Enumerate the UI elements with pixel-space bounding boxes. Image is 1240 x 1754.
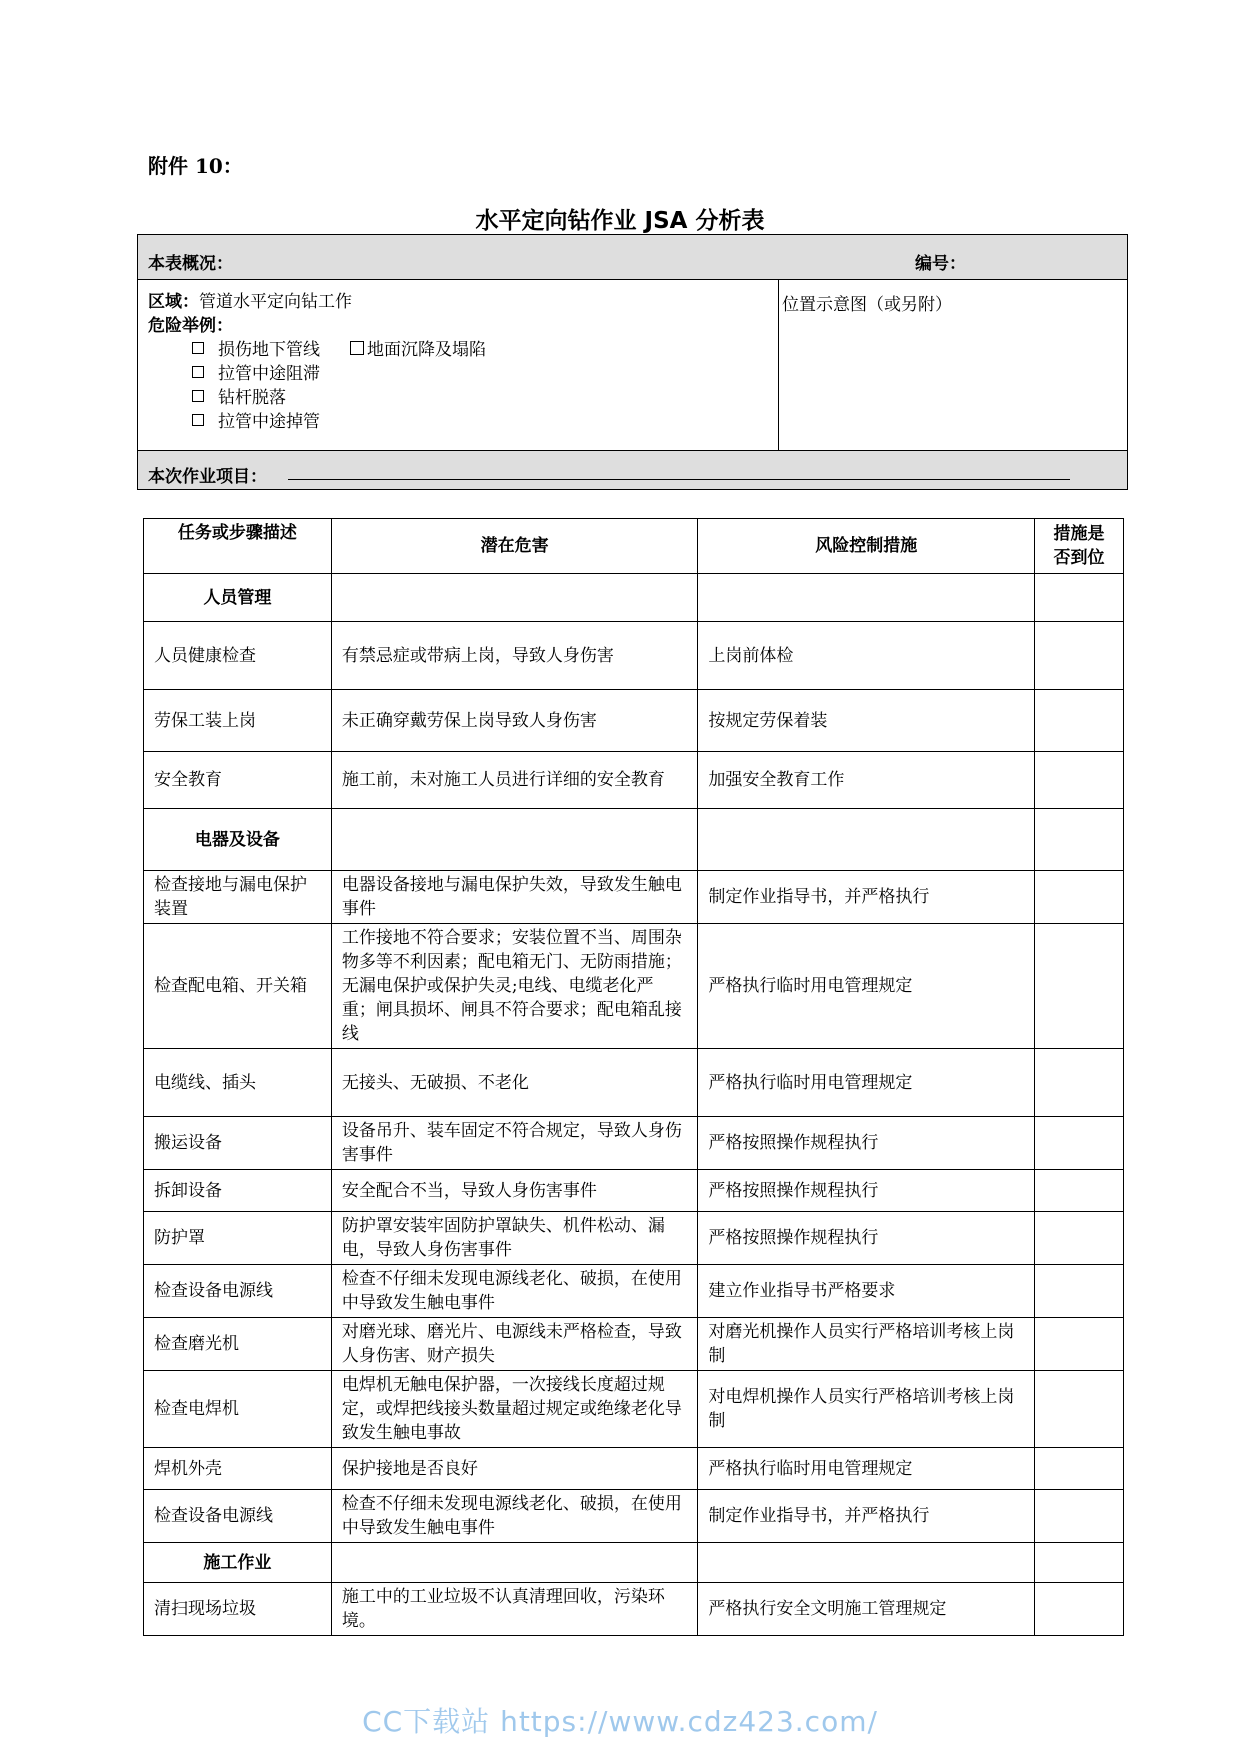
task-cell: 检查磨光机 xyxy=(144,1318,332,1371)
section-row xyxy=(144,809,1124,871)
in-place-cell[interactable] xyxy=(1035,1371,1124,1448)
hazard-cell: 检查不仔细未发现电源线老化、破损，在使用中导致发生触电事件 xyxy=(331,1265,698,1318)
in-place-cell[interactable] xyxy=(1035,622,1124,690)
checkbox-icon xyxy=(192,414,204,426)
header-in-place: 措施是否到位 xyxy=(1035,519,1124,574)
hazard-cell: 防护罩安装牢固防护罩缺失、机件松动、漏电，导致人身伤害事件 xyxy=(331,1212,698,1265)
task-cell: 检查接地与漏电保护装置 xyxy=(144,871,332,924)
attachment-label: 附件 10： xyxy=(148,154,243,178)
task-cell: 检查设备电源线 xyxy=(144,1265,332,1318)
control-cell: 对磨光机操作人员实行严格培训考核上岗制 xyxy=(698,1318,1035,1371)
control-cell xyxy=(698,1543,1035,1583)
control-cell: 上岗前体检 xyxy=(698,622,1035,690)
hazard-cell: 施工前，未对施工人员进行详细的安全教育 xyxy=(331,752,698,809)
in-place-cell[interactable] xyxy=(1035,1117,1124,1170)
hazard-item: 钻杆脱落 xyxy=(148,386,486,410)
in-place-cell[interactable] xyxy=(1035,574,1124,622)
table-row xyxy=(144,1490,1124,1543)
in-place-cell[interactable] xyxy=(1035,1170,1124,1212)
overview-body xyxy=(138,280,1127,450)
in-place-cell[interactable] xyxy=(1035,1318,1124,1371)
task-cell: 电缆线、插头 xyxy=(144,1049,332,1117)
location-note: 位置示意图（或另附） xyxy=(782,295,952,315)
table-row xyxy=(144,622,1124,690)
control-cell xyxy=(698,809,1035,871)
table-row xyxy=(144,1318,1124,1371)
in-place-cell[interactable] xyxy=(1035,1448,1124,1490)
hazard-cell: 电器设备接地与漏电保护失效，导致发生触电事件 xyxy=(331,871,698,924)
checkbox-icon xyxy=(192,366,204,378)
hazard-cell: 施工中的工业垃圾不认真清理回收，污染环境。 xyxy=(331,1583,698,1636)
hazard-cell xyxy=(331,1543,698,1583)
hazard-cell: 未正确穿戴劳保上岗导致人身伤害 xyxy=(331,690,698,752)
section-row xyxy=(144,1543,1124,1583)
table-row xyxy=(144,1371,1124,1448)
control-cell: 制定作业指导书，并严格执行 xyxy=(698,871,1035,924)
control-cell: 严格按照操作规程执行 xyxy=(698,1170,1035,1212)
table-header-row xyxy=(144,519,1124,574)
table-row xyxy=(144,924,1124,1049)
table-row xyxy=(144,1212,1124,1265)
overview-divider xyxy=(778,280,779,450)
table-row xyxy=(144,1170,1124,1212)
in-place-cell[interactable] xyxy=(1035,690,1124,752)
task-cell: 劳保工装上岗 xyxy=(144,690,332,752)
jsa-table xyxy=(143,518,1124,1636)
in-place-cell[interactable] xyxy=(1035,1490,1124,1543)
job-item-row xyxy=(138,450,1127,489)
table-row xyxy=(144,1117,1124,1170)
hazard-cell xyxy=(331,574,698,622)
area-label: 区域： xyxy=(148,292,199,312)
control-cell xyxy=(698,574,1035,622)
in-place-cell[interactable] xyxy=(1035,871,1124,924)
table-row xyxy=(144,690,1124,752)
in-place-cell[interactable] xyxy=(1035,1049,1124,1117)
in-place-cell[interactable] xyxy=(1035,809,1124,871)
table-row xyxy=(144,1265,1124,1318)
hazard-item: 拉管中途掉管 xyxy=(148,410,486,434)
header-hazard: 潜在危害 xyxy=(331,519,698,574)
area-line xyxy=(148,290,486,314)
hazard-cell: 电焊机无触电保护器，一次接线长度超过规定，或焊把线接头数量超过规定或绝缘老化导致发生触电事故 xyxy=(331,1371,698,1448)
control-cell: 严格执行临时用电管理规定 xyxy=(698,924,1035,1049)
task-cell: 检查配电箱、开关箱 xyxy=(144,924,332,1049)
control-cell: 严格执行临时用电管理规定 xyxy=(698,1049,1035,1117)
in-place-cell[interactable] xyxy=(1035,752,1124,809)
checkbox-icon xyxy=(192,342,204,354)
control-cell: 严格按照操作规程执行 xyxy=(698,1212,1035,1265)
task-cell: 人员健康检查 xyxy=(144,622,332,690)
table-row xyxy=(144,1583,1124,1636)
overview-box xyxy=(137,234,1128,490)
task-cell: 人员管理 xyxy=(144,574,332,622)
hazard-cell: 对磨光球、磨光片、电源线未严格检查，导致人身伤害、财产损失 xyxy=(331,1318,698,1371)
hazard-cell: 检查不仔细未发现电源线老化、破损，在使用中导致发生触电事件 xyxy=(331,1490,698,1543)
hazard-cell: 保护接地是否良好 xyxy=(331,1448,698,1490)
control-cell: 严格按照操作规程执行 xyxy=(698,1117,1035,1170)
header-task: 任务或步骤描述 xyxy=(144,519,332,574)
job-item-label: 本次作业项目： xyxy=(148,467,267,487)
in-place-cell[interactable] xyxy=(1035,1212,1124,1265)
in-place-cell[interactable] xyxy=(1035,1543,1124,1583)
task-cell: 焊机外壳 xyxy=(144,1448,332,1490)
overview-label: 本表概况： xyxy=(148,254,233,274)
document-title: 水平定向钻作业 JSA 分析表 xyxy=(475,208,765,234)
control-cell: 制定作业指导书，并严格执行 xyxy=(698,1490,1035,1543)
control-cell: 按规定劳保着装 xyxy=(698,690,1035,752)
in-place-cell[interactable] xyxy=(1035,1583,1124,1636)
task-cell: 电器及设备 xyxy=(144,809,332,871)
task-cell: 检查电焊机 xyxy=(144,1371,332,1448)
task-cell: 搬运设备 xyxy=(144,1117,332,1170)
header-control: 风险控制措施 xyxy=(698,519,1035,574)
hazard-cell: 安全配合不当，导致人身伤害事件 xyxy=(331,1170,698,1212)
control-cell: 建立作业指导书严格要求 xyxy=(698,1265,1035,1318)
table-row xyxy=(144,1448,1124,1490)
overview-left-panel xyxy=(148,290,486,434)
task-cell: 安全教育 xyxy=(144,752,332,809)
hazard-list xyxy=(148,338,486,434)
section-row xyxy=(144,574,1124,622)
task-cell: 拆卸设备 xyxy=(144,1170,332,1212)
control-cell: 严格执行安全文明施工管理规定 xyxy=(698,1583,1035,1636)
task-cell: 清扫现场垃圾 xyxy=(144,1583,332,1636)
task-cell: 检查设备电源线 xyxy=(144,1490,332,1543)
table-body xyxy=(144,574,1124,1636)
table-row xyxy=(144,871,1124,924)
hazard-cell: 有禁忌症或带病上岗，导致人身伤害 xyxy=(331,622,698,690)
hazard-cell: 无接头、无破损、不老化 xyxy=(331,1049,698,1117)
table-row xyxy=(144,1049,1124,1117)
hazards-label: 危险举例： xyxy=(148,316,233,336)
in-place-cell[interactable] xyxy=(1035,1265,1124,1318)
job-item-blank-line xyxy=(288,479,1070,480)
checkbox-icon xyxy=(350,341,364,355)
table-row xyxy=(144,752,1124,809)
watermark: CC下载站 https://www.cdz423.com/ xyxy=(362,1705,878,1738)
hazard-cell: 设备吊升、装车固定不符合规定，导致人身伤害事件 xyxy=(331,1117,698,1170)
task-cell: 防护罩 xyxy=(144,1212,332,1265)
area-value: 管道水平定向钻工作 xyxy=(199,292,352,312)
hazard-item: 拉管中途阻滞 xyxy=(148,362,486,386)
checkbox-icon xyxy=(192,390,204,402)
overview-header xyxy=(138,235,1127,280)
control-cell: 对电焊机操作人员实行严格培训考核上岗制 xyxy=(698,1371,1035,1448)
control-cell: 严格执行临时用电管理规定 xyxy=(698,1448,1035,1490)
task-cell: 施工作业 xyxy=(144,1543,332,1583)
in-place-cell[interactable] xyxy=(1035,924,1124,1049)
hazard-cell: 工作接地不符合要求；安装位置不当、周围杂物多等不利因素；配电箱无门、无防雨措施；无漏电保护或保护失灵;电线、电缆老化严重；闸具损坏、闸具不符合要求；配电箱乱接线 xyxy=(331,924,698,1049)
control-cell: 加强安全教育工作 xyxy=(698,752,1035,809)
hazard-cell xyxy=(331,809,698,871)
hazard-item: 损伤地下管线 地面沉降及塌陷 xyxy=(148,338,486,362)
serial-number-label: 编号： xyxy=(915,254,966,274)
